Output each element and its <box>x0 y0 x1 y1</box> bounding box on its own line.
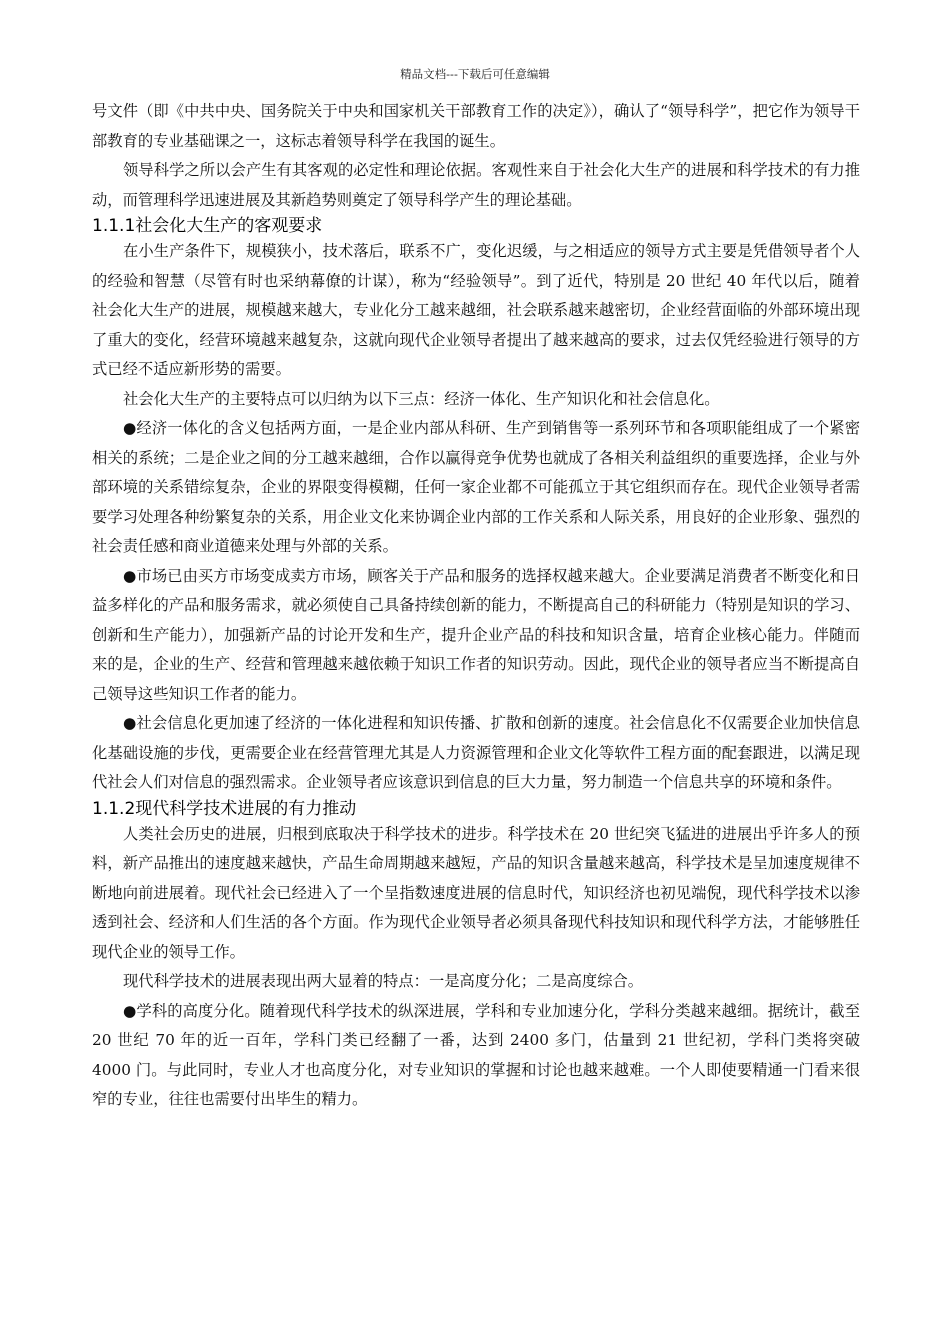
section2-paragraph-2: 现代科学技术的进展表现出两大显着的特点：一是高度分化；二是高度综合。 <box>123 972 644 990</box>
section1-paragraph-2: 社会化大生产的主要特点可以归纳为以下三点：经济一体化、生产知识化和社会信息化。 <box>123 389 720 408</box>
section1-bullet-economic-integration: ●经济一体化的含义包括两方面，一是企业内部从科研、生产到销售等一系列环节和各项职能组成了一个紧密相关的系统；二是企业之间的分工越来越细，合作以赢得竞争优势也就成了各相关利益组织的重要选择，企业与外部环境的关系错综复杂，企业的界限变得模糊，任何一家企业都不可能孤立于其它组织而存在。现代企业领导者需要学习处理各种纷繁复杂的关系，用企业文化来协调企业内部的工作关系和人际关系，用良好的企业形象、强烈的社会责任感和商业道德来处理与外部的关系。 <box>92 419 860 555</box>
document-body <box>92 97 860 1115</box>
intro-paragraph-1: 号文件（即《中共中央、国务院关于中央和国家机关干部教育工作的决定》），确认了“领导科学”，把它作为领导干部教育的专业基础课之一，这标志着领导科学在我国的诞生。 <box>92 102 860 150</box>
running-header: 精品文档---下载后可任意编辑 <box>400 67 550 81</box>
section2-bullet-differentiation: ●学科的高度分化。随着现代科学技术的纵深进展，学科和专业加速分化，学科分类越来越细。据统计，截至 20 世纪 70 年的近一百年，学科门类已经翻了一番，达到 2400 多门，估量到 21 世纪初，学科门类将突破 4000 门。与此同时，专业人才也高度分化，对专业知识的掌握和讨论也越来越难。一个人即使要精通一门看来很窄的专业，往往也需要付出毕生的精力。 <box>92 1001 860 1108</box>
section1-bullet-informatization: ●社会信息化更加速了经济的一体化进程和知识传播、扩散和创新的速度。社会信息化不仅需要企业加快信息化基础设施的步伐，更需要企业在经营管理尤其是人力资源管理和企业文化等软件工程方面的配套跟进，以满足现代社会人们对信息的强烈需求。企业领导者应该意识到信息的巨大力量，努力制造一个信息共享的环境和条件。 <box>92 714 860 791</box>
intro-paragraph-2: 领导科学之所以会产生有其客观的必定性和理论依据。客观性来自于社会化大生产的进展和科学技术的有力推动，而管理科学迅速进展及其新趋势则奠定了领导科学产生的理论基础。 <box>92 161 860 209</box>
section-heading-1-1-1: 1.1.1社会化大生产的客观要求 <box>92 216 323 236</box>
section-heading-1-1-2: 1.1.2现代科学技术进展的有力推动 <box>92 798 357 819</box>
section1-paragraph-1: 在小生产条件下，规模狭小，技术落后，联系不广，变化迟缓，与之相适应的领导方式主要是凭借领导者个人的经验和智慧（尽管有时也采纳幕僚的计谋），称为“经验领导”。到了近代，特别是 20 世纪 40 年代以后，随着社会化大生产的进展，规模越来越大，专业化分工越来越细，社会联系越来越密切，企业经营面临的外部环境出现了重大的变化，经营环境越来越复杂，这就向现代企业领导者提出了越来越高的要求，过去仅凭经验进行领导的方式已经不适应新形势的需要。 <box>92 242 860 378</box>
section1-bullet-market: ●市场已由买方市场变成卖方市场，顾客关于产品和服务的选择权越来越大。企业要满足消费者不断变化和日益多样化的产品和服务需求，就必须使自己具备持续创新的能力，不断提高自己的科研能力（特别是知识的学习、创新和生产能力），加强新产品的讨论开发和生产，提升企业产品的科技和知识含量，培育企业核心能力。伴随而来的是，企业的生产、经营和管理越来越依赖于知识工作者的知识劳动。因此，现代企业的领导者应当不断提高自己领导这些知识工作者的能力。 <box>92 566 860 703</box>
section2-paragraph-1: 人类社会历史的进展，归根到底取决于科学技术的进步。科学技术在 20 世纪突飞猛进的进展出乎许多人的预料，新产品推出的速度越来越快，产品生命周期越来越短，产品的知识含量越来越高，科学技术是呈加速度规律不断地向前进展着。现代社会已经进入了一个呈指数速度进展的信息时代，知识经济也初见端倪，现代科学技术以渗透到社会、经济和人们生活的各个方面。作为现代企业领导者必须具备现代科技知识和现代科学方法，才能够胜任现代企业的领导工作。 <box>92 824 860 961</box>
